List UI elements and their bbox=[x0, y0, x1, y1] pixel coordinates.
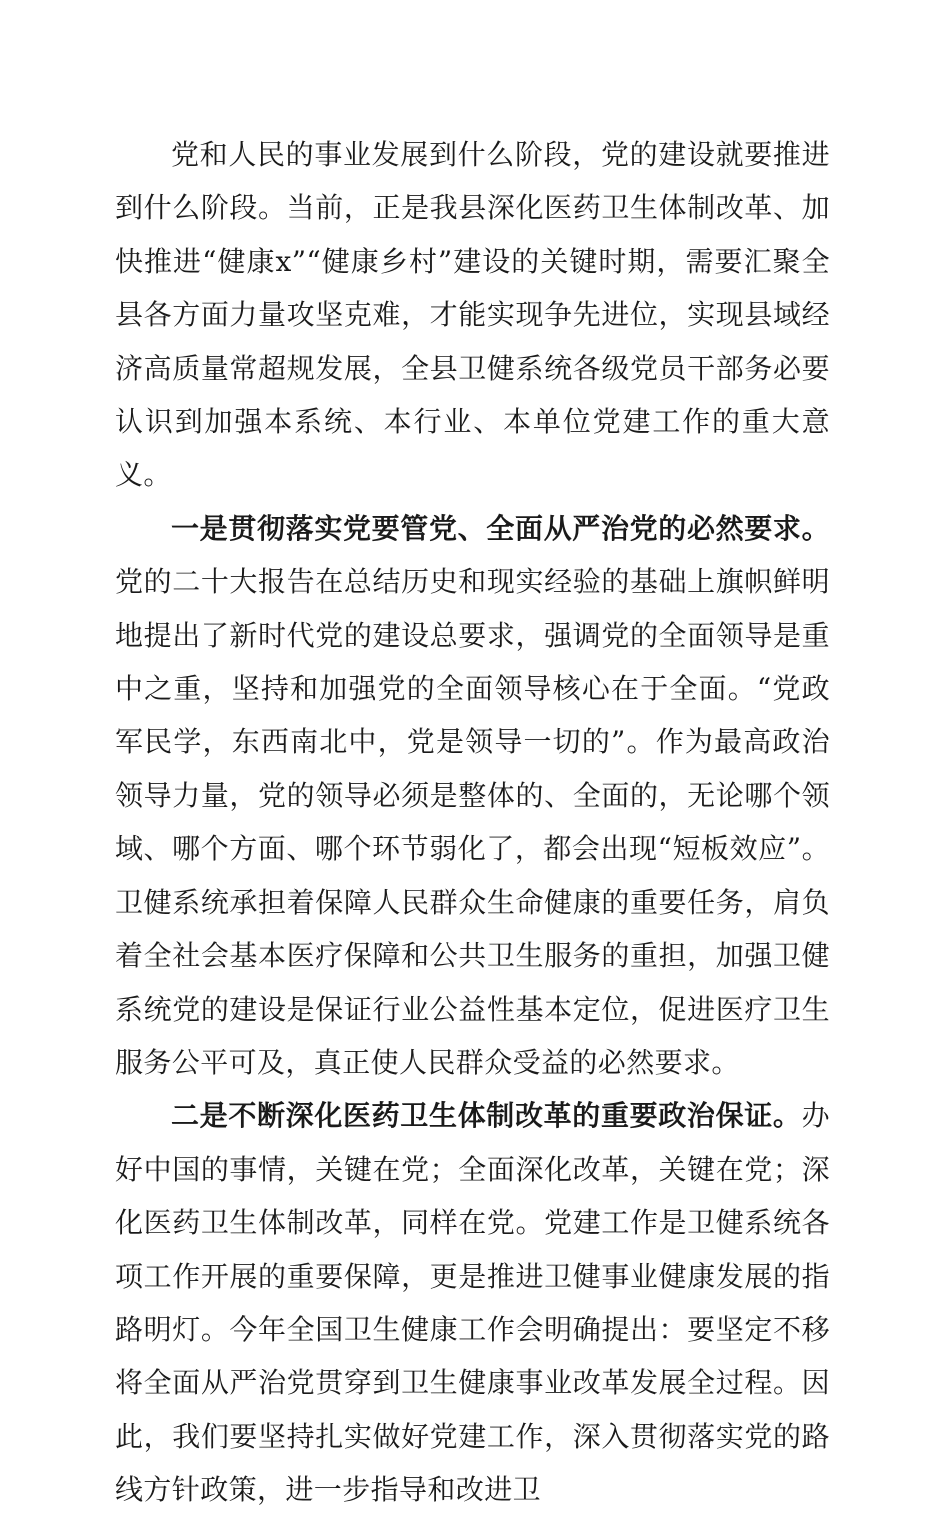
paragraph-point-one-heading: 一是贯彻落实党要管党、全面从严治党的必然要求。 bbox=[171, 511, 830, 545]
paragraph-point-two-text: 办好中国的事情，关键在党；全面深化改革，关键在党；深化医药卫生体制改革，同样在党。党建工作是卫健系统各项工作开展的重要保障，更是推进卫健事业健康发展的指路明灯。今年全国卫生健康工作会明确提出：要坚定不移将全面从严治党贯穿到卫生健康事业改革发展全过程。因此，我们要坚持扎实做好党建工作，深入贯彻落实党的路线方针政策，进一步指导和改进卫 bbox=[115, 1099, 830, 1507]
paragraph-intro-text: 党和人民的事业发展到什么阶段，党的建设就要推进到什么阶段。当前，正是我县深化医药卫生体制改革、加快推进“健康x”“健康乡村”建设的关键时期，需要汇聚全县各方面力量攻坚克难，才能实现争先进位，实现县域经济高质量常超规发展，全县卫健系统各级党员干部务必要认识到加强本系统、本行业、本单位党建工作的重大意义。 bbox=[115, 138, 830, 492]
paragraph-point-two bbox=[115, 1089, 830, 1516]
paragraph-intro bbox=[115, 128, 830, 502]
paragraph-point-two-heading: 二是不断深化医药卫生体制改革的重要政治保证。 bbox=[171, 1099, 802, 1133]
document-body bbox=[115, 128, 830, 1517]
paragraph-point-one bbox=[115, 502, 830, 1089]
paragraph-point-one-text: 党的二十大报告在总结历史和现实经验的基础上旗帜鲜明地提出了新时代党的建设总要求，强调党的全面领导是重中之重，坚持和加强党的全面领导核心在于全面。“党政军民学，东西南北中，党是领导一切的”。作为最高政治领导力量，党的领导必须是整体的、全面的，无论哪个领域、哪个方面、哪个环节弱化了，都会出现“短板效应”。卫健系统承担着保障人民群众生命健康的重要任务，肩负着全社会基本医疗保障和公共卫生服务的重担，加强卫健系统党的建设是保证行业公益性基本定位，促进医疗卫生服务公平可及，真正使人民群众受益的必然要求。 bbox=[115, 565, 830, 1079]
